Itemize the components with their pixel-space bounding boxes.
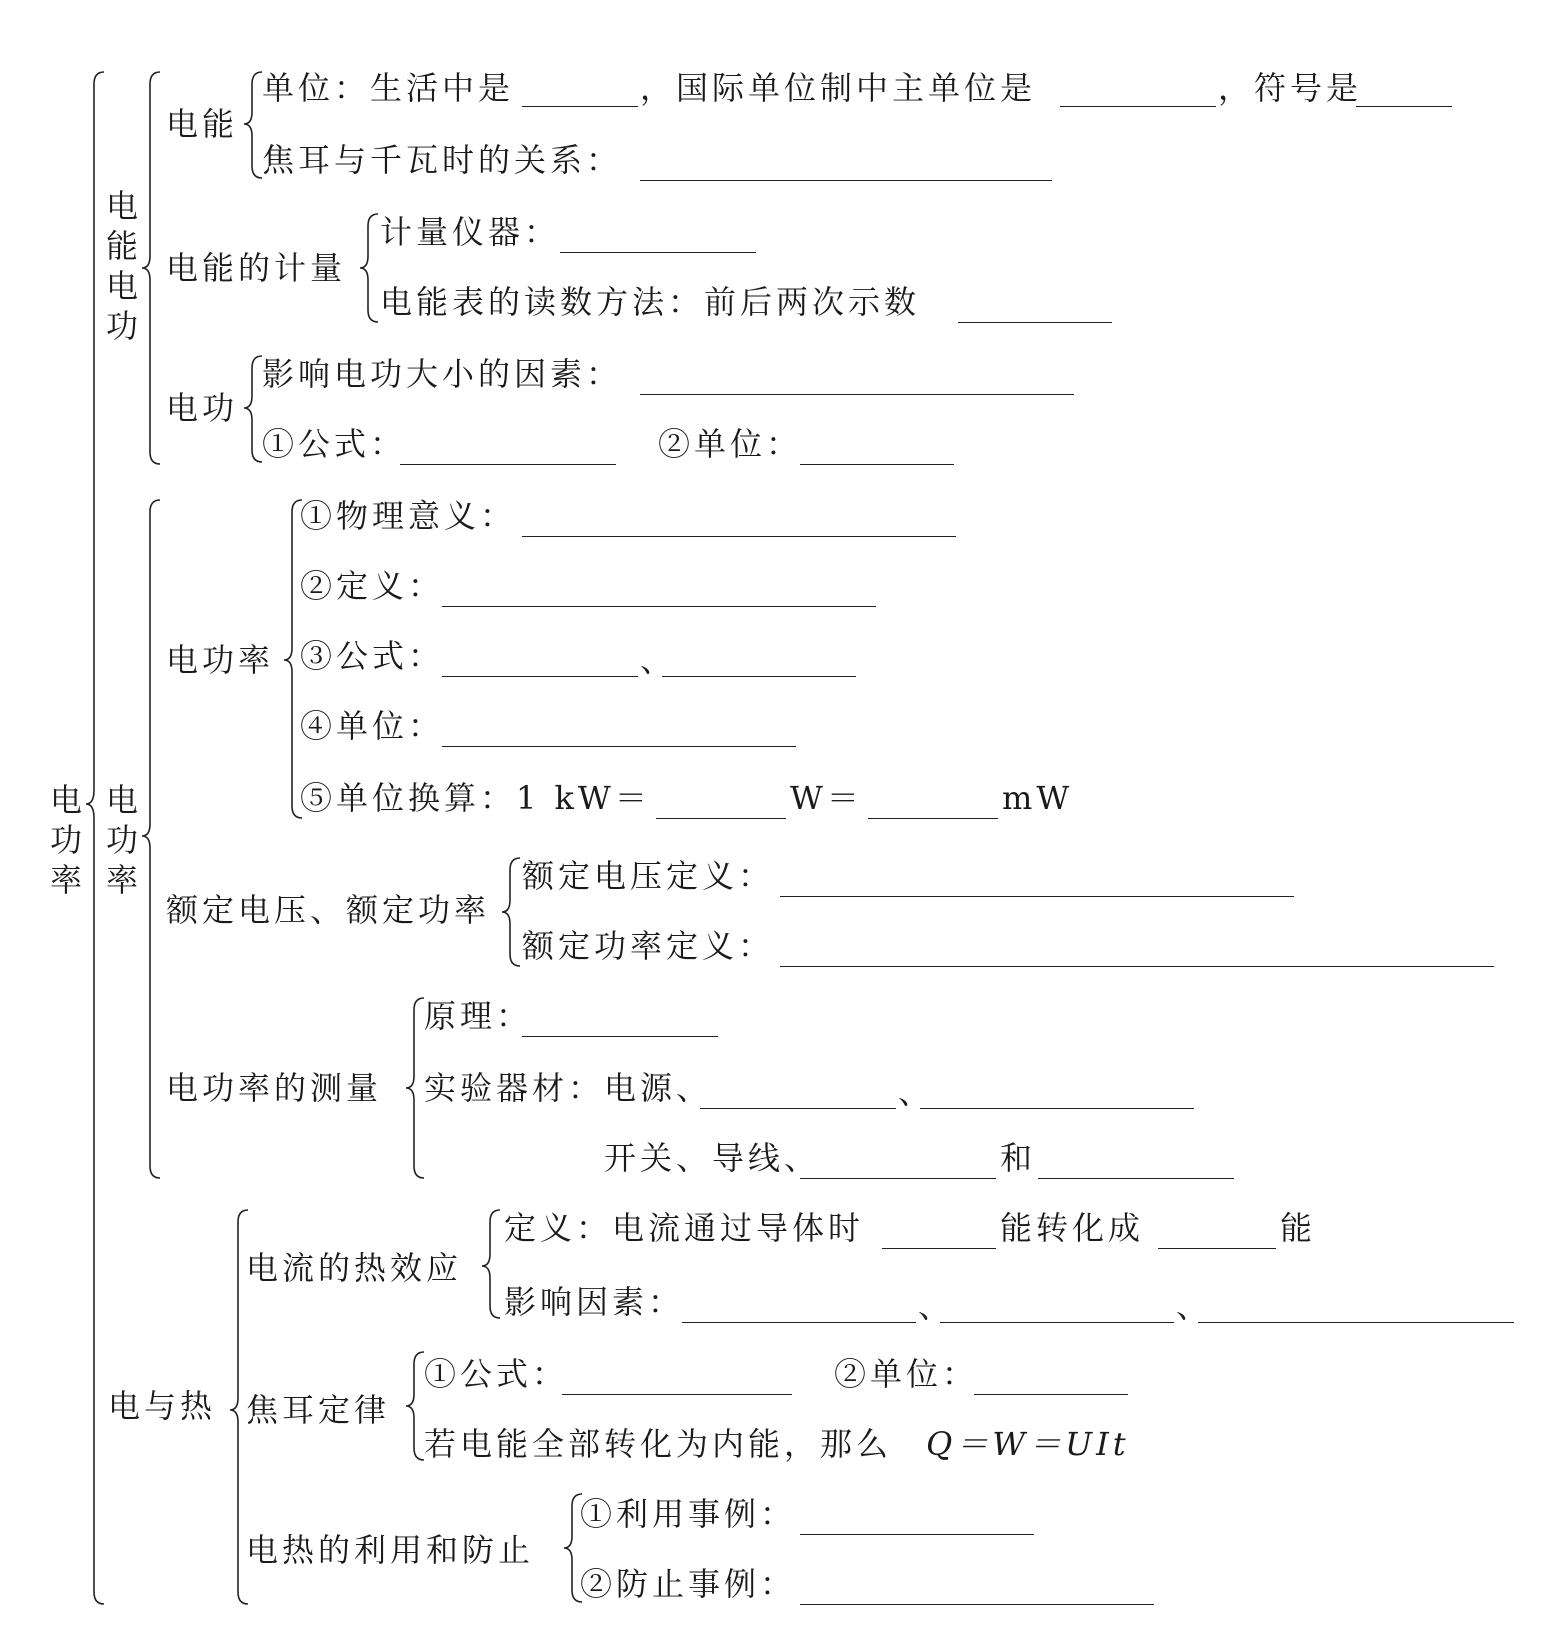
blank-heat-effect-to[interactable] xyxy=(1158,1248,1276,1249)
brace-root xyxy=(86,72,104,1604)
heat-effect-factors-text: 影响因素： xyxy=(504,1283,685,1321)
brace-work xyxy=(244,356,262,462)
usage-label: 电热的利用和防止 xyxy=(246,1531,535,1569)
blank-heat-effect-factor-1[interactable] xyxy=(682,1322,916,1323)
joule-note-text: 若电能全部转化为内能，那么 xyxy=(424,1425,893,1463)
measure-equipment-separator: 、 xyxy=(898,1073,935,1111)
rated-voltage-text: 额定电压定义： xyxy=(522,857,775,895)
section3-label: 电与热 xyxy=(108,1387,217,1425)
work-formula-text: ①公式： xyxy=(262,425,407,463)
energy-relation-text: 焦耳与千瓦时的关系： xyxy=(262,141,623,179)
blank-joule-unit[interactable] xyxy=(974,1394,1128,1395)
brace-section2 xyxy=(142,500,160,1178)
measure-principle-text: 原理： xyxy=(424,997,533,1035)
blank-heat-effect-factor-3[interactable] xyxy=(1198,1322,1514,1323)
blank-heat-effect-from[interactable] xyxy=(882,1248,996,1249)
blank-measure-equipment-3[interactable] xyxy=(800,1178,996,1179)
energy-label: 电能 xyxy=(166,105,239,143)
energy-unit-text-a: 单位：生活中是 xyxy=(262,69,515,107)
heat-effect-sep-2: 、 xyxy=(1176,1287,1213,1325)
blank-usage-use[interactable] xyxy=(800,1534,1034,1535)
blank-work-factors[interactable] xyxy=(640,394,1074,395)
blank-metering-instrument[interactable] xyxy=(560,252,756,253)
blank-power-formula-1[interactable] xyxy=(442,676,638,677)
metering-instrument-text: 计量仪器： xyxy=(380,213,561,251)
work-factors-text: 影响电功大小的因素： xyxy=(262,355,623,393)
blank-measure-equipment-2[interactable] xyxy=(920,1108,1194,1109)
energy-unit-text-c: ，符号是 xyxy=(1218,69,1363,107)
power-unit-text: ④单位： xyxy=(300,707,445,745)
power-label: 电功率 xyxy=(166,641,275,679)
work-label: 电功 xyxy=(166,389,239,427)
blank-power-formula-2[interactable] xyxy=(662,676,856,677)
joule-unit-text: ②单位： xyxy=(834,1355,979,1393)
blank-heat-effect-factor-2[interactable] xyxy=(940,1322,1174,1323)
brace-metering xyxy=(360,214,378,322)
energy-unit-text-b: ，国际单位制中主单位是 xyxy=(640,69,1037,107)
brace-measure xyxy=(406,998,424,1178)
heat-effect-def-text-a: 定义：电流通过导体时 xyxy=(504,1209,865,1247)
blank-power-meaning[interactable] xyxy=(522,536,956,537)
heat-effect-def-text-b: 能转化成 xyxy=(1000,1209,1145,1247)
measure-equipment-and: 和 xyxy=(1000,1139,1037,1177)
work-unit-text: ②单位： xyxy=(658,425,803,463)
heat-effect-def-text-c: 能 xyxy=(1280,1209,1317,1247)
measure-label: 电功率的测量 xyxy=(166,1069,383,1107)
power-conversion-text-c: mW xyxy=(1002,779,1074,817)
blank-energy-symbol[interactable] xyxy=(1356,106,1452,107)
joule-equation: Q＝W＝UIt xyxy=(926,1425,1130,1463)
blank-work-formula[interactable] xyxy=(400,464,616,465)
section1-title: 电 能 电 功 xyxy=(105,187,138,345)
power-formula-separator: 、 xyxy=(640,641,677,679)
brace-section1 xyxy=(142,72,160,464)
blank-joule-formula[interactable] xyxy=(562,1394,792,1395)
brace-joule xyxy=(406,1352,424,1460)
blank-power-conversion-mw[interactable] xyxy=(868,818,998,819)
heat-effect-sep-1: 、 xyxy=(918,1287,955,1325)
measure-equipment-text: 实验器材：电源、 xyxy=(424,1069,713,1107)
power-formula-text: ③公式： xyxy=(300,637,445,675)
power-conversion-text-b: W＝ xyxy=(790,779,863,817)
joule-formula-text: ①公式： xyxy=(424,1355,569,1393)
blank-energy-life-unit[interactable] xyxy=(522,106,638,107)
blank-measure-equipment-4[interactable] xyxy=(1038,1178,1234,1179)
section2-title: 电 功 率 xyxy=(105,781,138,899)
blank-power-unit[interactable] xyxy=(442,746,796,747)
blank-power-definition[interactable] xyxy=(442,606,876,607)
brace-energy xyxy=(244,72,262,178)
blank-measure-principle[interactable] xyxy=(522,1036,718,1037)
power-conversion-text-a: ⑤单位换算：1 kW＝ xyxy=(300,779,651,817)
blank-usage-prevent[interactable] xyxy=(800,1604,1154,1605)
blank-rated-power[interactable] xyxy=(780,966,1494,967)
blank-rated-voltage[interactable] xyxy=(780,896,1294,897)
power-meaning-text: ①物理意义： xyxy=(300,497,517,535)
rated-label: 额定电压、额定功率 xyxy=(166,891,491,929)
brace-rated xyxy=(502,858,520,966)
power-definition-text: ②定义： xyxy=(300,567,445,605)
blank-power-conversion-w[interactable] xyxy=(656,818,786,819)
blank-energy-relation[interactable] xyxy=(640,180,1052,181)
metering-label: 电能的计量 xyxy=(166,249,347,287)
blank-measure-equipment-1[interactable] xyxy=(700,1108,896,1109)
measure-equipment2-text: 开关、导线、 xyxy=(604,1139,821,1177)
blank-energy-si-unit[interactable] xyxy=(1060,106,1216,107)
blank-work-unit[interactable] xyxy=(800,464,954,465)
usage-use-text: ①利用事例： xyxy=(580,1495,797,1533)
root-title: 电 功 率 xyxy=(49,781,82,899)
brace-heat-effect xyxy=(482,1210,500,1318)
rated-power-text: 额定功率定义： xyxy=(522,927,775,965)
heat-effect-label: 电流的热效应 xyxy=(246,1249,463,1287)
blank-metering-reading[interactable] xyxy=(958,322,1112,323)
joule-label: 焦耳定律 xyxy=(246,1391,391,1429)
metering-reading-text: 电能表的读数方法：前后两次示数 xyxy=(380,283,921,321)
usage-prevent-text: ②防止事例： xyxy=(580,1565,797,1603)
